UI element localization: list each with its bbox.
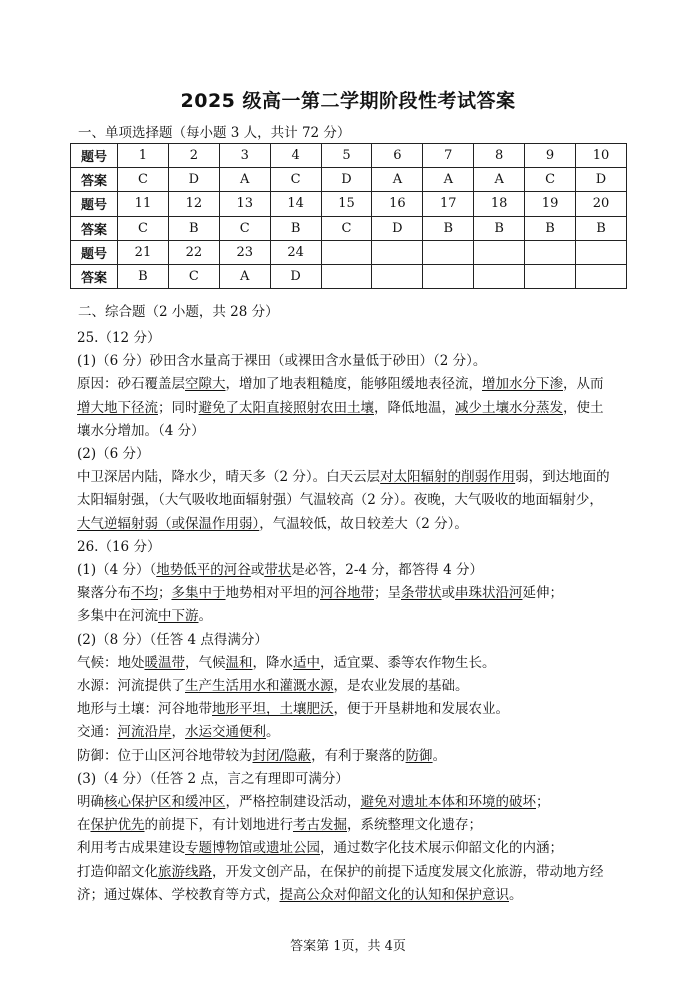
key-point-text: 河流沿岸 [117, 724, 172, 741]
answer-text: 或 [250, 562, 265, 579]
answer-line [77, 814, 629, 837]
answer-text: ，气候 [185, 654, 226, 671]
key-point-text: 条带状 [401, 585, 442, 602]
question-number-cell: 20 [576, 192, 627, 216]
answer-text: 壤水分增加。（4 分） [77, 422, 205, 439]
question-number-cell [423, 240, 474, 264]
question-number-label: 题号 [71, 240, 118, 264]
answer-cell: B [576, 216, 627, 240]
answer-line [77, 698, 629, 721]
answer-text: 中卫深居内陆，降水少，晴天多（2 分）。白天云层 [77, 469, 381, 486]
answer-line [77, 489, 629, 512]
page-footer: 答案第 1页，共 4页 [290, 939, 406, 954]
answer-text: ，降低地温， [374, 399, 455, 416]
answer-cell: C [168, 264, 219, 288]
answer-text: ； [536, 794, 550, 811]
answer-text: ， [171, 724, 185, 741]
answer-cell: A [474, 168, 525, 192]
question-number-cell: 16 [372, 192, 423, 216]
key-point-text: 大气逆辐射弱（或保温作用弱） [77, 515, 260, 532]
answer-text: 。 [432, 747, 447, 764]
question-number-cell: 18 [474, 192, 525, 216]
answer-text: ，系统整理文化遗存； [347, 817, 482, 834]
key-point-text: 增加水分下渗 [482, 376, 563, 393]
answer-text: ，气温较低，故日较差大（2 分）。 [259, 515, 468, 532]
key-point-text: 减少土壤水分蒸发 [455, 399, 563, 416]
answer-line [77, 837, 629, 860]
page-title: 2025 级高一第二学期阶段性考试答案 [180, 90, 516, 112]
answer-label: 答案 [71, 216, 118, 240]
question-number-cell: 9 [525, 144, 576, 168]
question-number-label: 题号 [71, 192, 118, 216]
answer-row [71, 264, 627, 288]
question-number-cell: 24 [270, 240, 321, 264]
answer-line [77, 884, 629, 907]
key-point-text: 提高公众对仰韶文化的认知和保护意识 [279, 886, 509, 903]
answer-cell: A [219, 264, 270, 288]
answer-line [77, 605, 629, 628]
answer-cell: A [219, 168, 270, 192]
answer-cell: C [118, 168, 169, 192]
answer-text: ，使土 [563, 399, 604, 416]
question-number-cell: 22 [168, 240, 219, 264]
answer-text: 水源：河流提供了 [77, 678, 185, 695]
key-point-text: 串珠状沿河 [455, 585, 523, 602]
answer-text: 。 [509, 886, 523, 903]
answer-text: 26.（16 分） [77, 538, 161, 555]
answer-text: 是必答，2-4 分，都答得 4 分） [291, 562, 483, 579]
answer-cell: B [474, 216, 525, 240]
question-number-cell: 6 [372, 144, 423, 168]
answer-text: ，适宜粟、黍等农作物生长。 [320, 654, 496, 671]
answer-label: 答案 [71, 168, 118, 192]
key-point-text: 河谷地带 [320, 585, 374, 602]
question-number-cell [321, 240, 372, 264]
answer-cell [576, 264, 627, 288]
question-number-cell: 23 [219, 240, 270, 264]
answer-text: (1)（6 分）砂田含水量高于裸田（或裸田含水量低于砂田）（2 分）。 [77, 353, 487, 370]
answer-text: ，是农业发展的基础。 [333, 678, 469, 695]
question-number-cell: 2 [168, 144, 219, 168]
answer-cell: D [321, 168, 372, 192]
answer-cell [423, 264, 474, 288]
key-point-text: 不均 [131, 585, 158, 602]
key-point-text: 多集中于 [171, 585, 226, 602]
answer-cell: B [423, 216, 474, 240]
answer-text: (2)（8 分）（任答 4 点得满分） [77, 631, 268, 648]
answer-cell: C [118, 216, 169, 240]
answer-line [77, 443, 629, 466]
answer-text: ，有利于聚落的 [311, 747, 406, 764]
answer-text: 。 [266, 724, 280, 741]
answer-cell: B [168, 216, 219, 240]
key-point-text: 对太阳辐射的削弱作用 [380, 469, 516, 486]
question-number-cell: 14 [270, 192, 321, 216]
question-number-cell: 3 [219, 144, 270, 168]
question-number-cell: 21 [118, 240, 169, 264]
key-point-text: 空隙大 [185, 376, 226, 393]
answer-cell [474, 264, 525, 288]
answer-line [77, 629, 629, 652]
answer-line [77, 768, 629, 791]
answer-line [77, 652, 629, 675]
question-number-cell [576, 240, 627, 264]
answer-line [77, 861, 629, 884]
answer-label: 答案 [71, 264, 118, 288]
question-number-cell [372, 240, 423, 264]
answer-text: ，从而 [563, 376, 604, 393]
question-number-cell: 11 [118, 192, 169, 216]
answer-cell [525, 264, 576, 288]
answer-text: ，通过数字化技术展示仰韶文化的内涵； [320, 840, 563, 857]
key-point-text: 封闭/隐蔽 [252, 747, 312, 764]
answer-cell: C [321, 216, 372, 240]
answer-text: 济；通过媒体、学校教育等方式， [77, 886, 280, 903]
answer-text: 延伸； [522, 585, 563, 602]
key-point-text: 避免对遗址本体和环境的破坏 [360, 794, 536, 811]
answer-cell: C [525, 168, 576, 192]
answer-text: 弱，到达地面的 [515, 469, 610, 486]
question-number-cell [525, 240, 576, 264]
answer-cell: D [576, 168, 627, 192]
answer-text: 25.（12 分） [77, 330, 161, 346]
key-point-text: 专题博物馆或遗址公园 [185, 840, 320, 857]
answer-cell: C [270, 168, 321, 192]
answer-body [77, 327, 629, 907]
answer-cell: B [270, 216, 321, 240]
question-number-row [71, 240, 627, 264]
question-number-cell: 1 [118, 144, 169, 168]
answer-text: 聚落分布 [77, 585, 131, 602]
answer-text: 或 [441, 585, 455, 602]
key-point-text: 保护优先 [90, 817, 145, 834]
key-point-text: 带状 [264, 562, 292, 579]
section-1-heading: 一、单项选择题（每小题 3 人，共计 72 分） [78, 125, 351, 141]
question-number-cell: 13 [219, 192, 270, 216]
answer-text: 原因：砂石覆盖层 [77, 376, 185, 393]
answer-line [77, 397, 629, 420]
key-point-text: 防御 [405, 747, 433, 764]
key-point-text: 增大地下径流 [77, 399, 158, 416]
answer-line [77, 513, 629, 536]
answer-row [71, 168, 627, 192]
question-number-cell: 4 [270, 144, 321, 168]
answer-cell: D [270, 264, 321, 288]
question-number-cell: 19 [525, 192, 576, 216]
answer-line [77, 466, 629, 489]
question-number-row [71, 192, 627, 216]
answer-cell: A [423, 168, 474, 192]
answer-line [77, 745, 629, 768]
answer-text: 气候：地处 [77, 654, 145, 671]
answer-text: 明确 [77, 794, 104, 811]
answer-text: (3)（4 分）（任答 2 点，言之有理即可满分） [77, 770, 349, 787]
answer-text: 交通： [77, 724, 118, 741]
answer-text: 多集中在河流 [77, 608, 158, 625]
answer-table [70, 143, 627, 289]
answer-text: 在 [77, 817, 91, 834]
key-point-text: 避免了太阳直接照射农田土壤 [198, 399, 374, 416]
answer-line [77, 536, 629, 559]
answer-line [77, 420, 629, 443]
answer-line [77, 582, 629, 605]
answer-line [77, 721, 629, 744]
answer-line [77, 559, 629, 582]
answer-line [77, 373, 629, 396]
answer-line [77, 327, 629, 350]
answer-line [77, 791, 629, 814]
answer-text: (2)（6 分） [77, 446, 150, 463]
key-point-text: 适中 [293, 654, 320, 671]
answer-text: ；呈 [374, 585, 401, 602]
answer-text: ； [158, 585, 172, 602]
answer-row [71, 216, 627, 240]
key-point-text: 旅游线路 [158, 863, 212, 880]
question-number-row [71, 144, 627, 168]
answer-cell: B [525, 216, 576, 240]
answer-cell [372, 264, 423, 288]
question-number-cell: 7 [423, 144, 474, 168]
question-number-cell: 17 [423, 192, 474, 216]
answer-text: 太阳辐射强，（大气吸收地面辐射强）气温较高（2 分）。夜晚，大气吸收的地面辐射少， [77, 492, 603, 509]
question-number-cell: 5 [321, 144, 372, 168]
answer-text: ，开发文创产品，在保护的前提下适度发展文化旅游，带动地方经 [212, 863, 604, 880]
answer-text: ，增加了地表粗糙度，能够阻缓地表径流， [225, 376, 482, 393]
key-point-text: 地形平坦，土壤肥沃 [212, 701, 334, 718]
answer-text: 地势相对平坦的 [225, 585, 320, 602]
key-point-text: 水运交通便利 [185, 724, 266, 741]
key-point-text: 中下游 [158, 608, 199, 625]
question-number-cell: 8 [474, 144, 525, 168]
key-point-text: 生产生活用水和灌溉水源 [185, 678, 334, 695]
answer-cell: C [219, 216, 270, 240]
question-number-cell: 15 [321, 192, 372, 216]
question-number-cell: 10 [576, 144, 627, 168]
question-number-cell: 12 [168, 192, 219, 216]
answer-text: 的前提下，有计划地进行 [144, 817, 293, 834]
section-2-heading: 二、综合题（2 小题，共 28 分） [78, 304, 279, 320]
question-number-cell [474, 240, 525, 264]
answer-text: 。 [198, 608, 212, 625]
answer-cell: A [372, 168, 423, 192]
answer-text: ；同时 [158, 399, 199, 416]
key-point-text: 温和 [225, 654, 253, 671]
question-number-label: 题号 [71, 144, 118, 168]
key-point-text: 暖温带 [144, 654, 185, 671]
key-point-text: 核心保护区和缓冲区 [104, 794, 226, 811]
answer-text: 利用考古成果建设 [77, 840, 185, 857]
answer-text: 防御：位于山区河谷地带较为 [77, 747, 253, 764]
answer-text: ，严格控制建设活动， [225, 794, 361, 811]
answer-cell: B [118, 264, 169, 288]
key-point-text: 地势低平的河谷 [156, 562, 251, 579]
answer-text: ，降水 [252, 654, 293, 671]
answer-text: 地形与土壤：河谷地带 [77, 701, 212, 718]
answer-text: (1)（4 分）（ [77, 562, 157, 579]
key-point-text: 考古发掘 [293, 817, 347, 834]
answer-line [77, 350, 629, 373]
answer-text: 打造仰韶文化 [77, 863, 158, 880]
answer-cell: D [372, 216, 423, 240]
answer-cell: D [168, 168, 219, 192]
answer-cell [321, 264, 372, 288]
answer-line [77, 675, 629, 698]
answer-text: ，便于开垦耕地和发展农业。 [333, 701, 509, 718]
